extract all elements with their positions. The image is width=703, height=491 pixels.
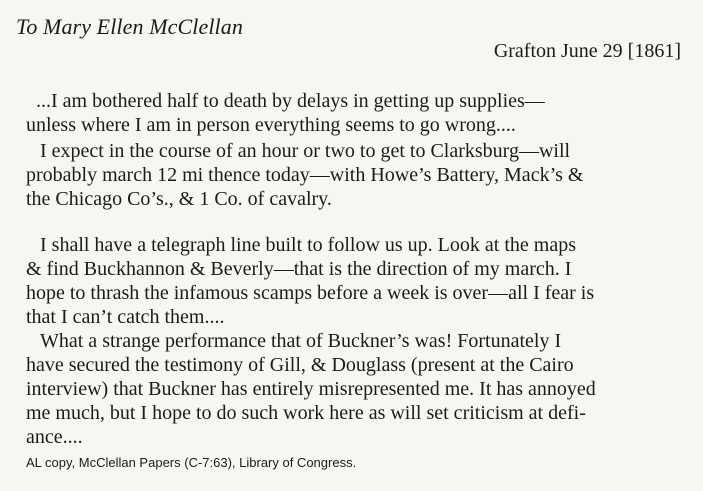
source-note: AL copy, McClellan Papers (C-7:63), Library of Congress. [26, 455, 357, 470]
body-line: I expect in the course of an hour or two to get to Clarksburg—will [40, 140, 571, 162]
body-line: that I can’t catch them.... [26, 306, 225, 328]
body-line: ...I am bothered half to death by delays in getting up supplies— [36, 90, 545, 112]
body-line: probably march 12 mi thence today—with Howe’s Battery, Mack’s & [26, 164, 584, 186]
body-line: I shall have a telegraph line built to follow us up. Look at the maps [40, 234, 576, 256]
body-line: hope to thrash the infamous scamps before a week is over—all I fear is [26, 282, 595, 304]
body-line: ance.... [26, 426, 83, 448]
letter-heading: To Mary Ellen McClellan [16, 14, 243, 39]
body-line: What a strange performance that of Buckner’s was! Fortunately I [40, 330, 562, 352]
body-line: unless where I am in person everything seems to go wrong.... [26, 114, 516, 136]
body-line: have secured the testimony of Gill, & Douglass (present at the Cairo [26, 354, 574, 376]
body-line: the Chicago Co’s., & 1 Co. of cavalry. [26, 188, 332, 210]
body-line: & find Buckhannon & Beverly—that is the direction of my march. I [26, 258, 572, 280]
body-line: me much, but I hope to do such work here as will set criticism at defi- [26, 402, 586, 424]
dateline: Grafton June 29 [1861] [493, 40, 681, 62]
body-line: interview) that Buckner has entirely misrepresented me. It has annoyed [26, 378, 596, 400]
